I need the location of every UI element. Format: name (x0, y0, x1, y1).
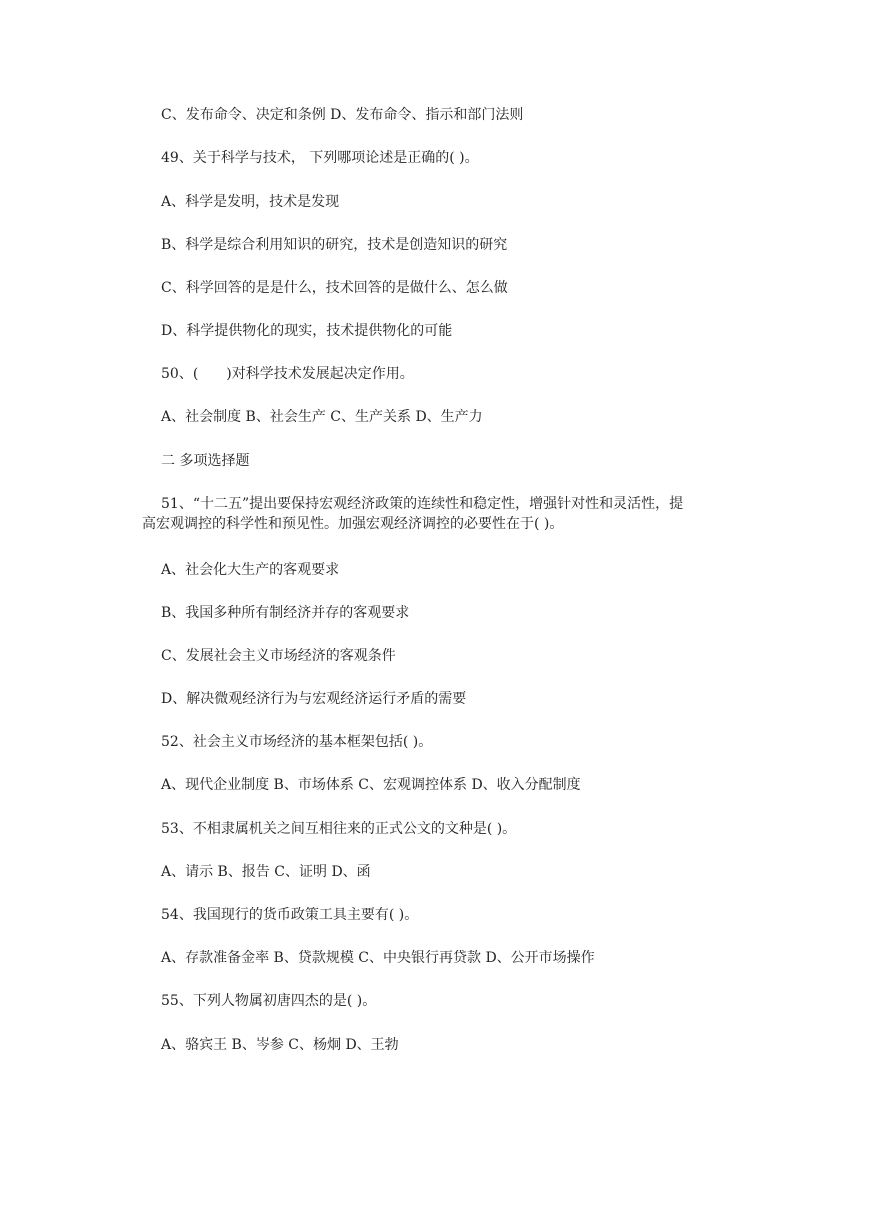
option-49-c: C、科学回答的是是什么，技术回答的是做什么、怎么做 (161, 280, 508, 296)
question-51 (142, 494, 741, 534)
options-54: A、存款准备金率 B、贷款规模 C、中央银行再贷款 D、公开市场操作 (161, 950, 595, 966)
question-52: 52、社会主义市场经济的基本框架包括( )。 (161, 734, 433, 750)
option-49-b: B、科学是综合利用知识的研究，技术是创造知识的研究 (161, 237, 508, 253)
options-52: A、现代企业制度 B、市场体系 C、宏观调控体系 D、收入分配制度 (161, 777, 581, 793)
option-49-d: D、科学提供物化的现实，技术提供物化的可能 (161, 323, 453, 339)
question-55: 55、下列人物属初唐四杰的是( )。 (161, 993, 377, 1009)
options-55: A、骆宾王 B、岑参 C、杨炯 D、王勃 (161, 1037, 399, 1053)
option-49-a: A、科学是发明，技术是发现 (161, 194, 340, 210)
question-54: 54、我国现行的货币政策工具主要有( )。 (161, 907, 419, 923)
question-49: 49、关于科学与技术， 下列哪项论述是正确的( )。 (161, 150, 479, 166)
option-51-d: D、解决微观经济行为与宏观经济运行矛盾的需要 (161, 691, 467, 707)
option-line-48-cd: C、发布命令、决定和条例 D、发布命令、指示和部门法则 (161, 107, 524, 123)
option-51-c: C、发展社会主义市场经济的客观条件 (161, 648, 396, 664)
option-51-a: A、社会化大生产的客观要求 (161, 562, 340, 578)
question-50: 50、( )对科学技术发展起决定作用。 (161, 366, 414, 382)
option-51-b: B、我国多种所有制经济并存的客观要求 (161, 605, 410, 621)
question-53: 53、不相隶属机关之间互相往来的正式公文的文种是( )。 (161, 821, 517, 837)
question-51-line-1: 51、“十二五”提出要保持宏观经济政策的连续性和稳定性，增强针对性和灵活性，提 (161, 496, 684, 512)
options-50: A、社会制度 B、社会生产 C、生产关系 D、生产力 (161, 409, 483, 425)
options-53: A、请示 B、报告 C、证明 D、函 (161, 864, 371, 880)
section-heading-multiple-choice: 二 多项选择题 (161, 453, 250, 469)
question-51-line-2: 高宏观调控的科学性和预见性。加强宏观经济调控的必要性在于( )。 (142, 516, 564, 532)
